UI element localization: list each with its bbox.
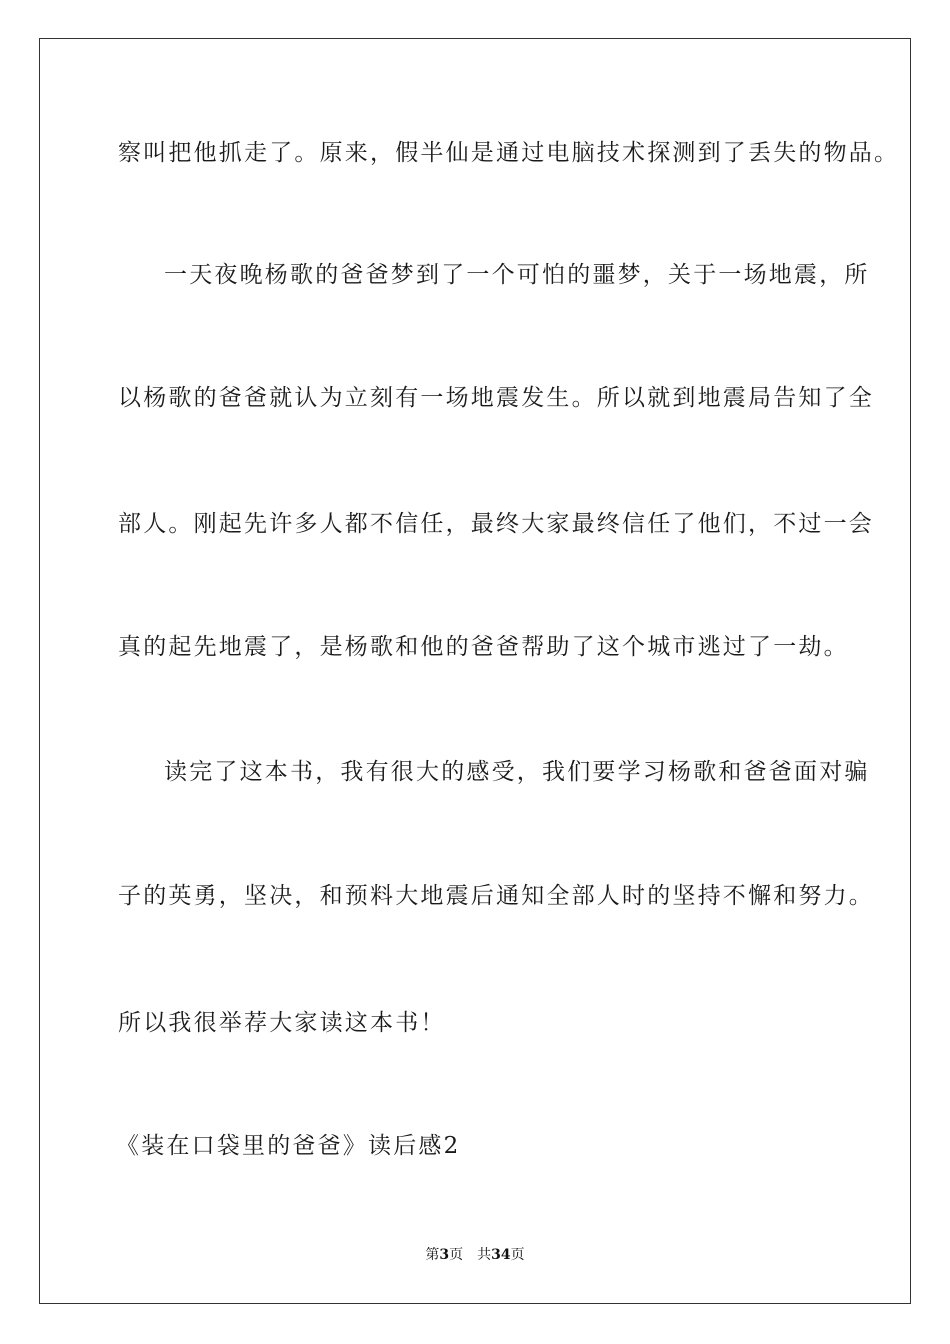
page-suffix: 页	[449, 1247, 464, 1263]
total-pages: 34	[491, 1247, 511, 1263]
page-border	[39, 38, 911, 1304]
paragraph-line: 读完了这本书，我有很大的感受，我们要学习杨歌和爸爸面对骗	[164, 759, 870, 785]
paragraph-line: 所以我很举荐大家读这本书！	[118, 1010, 446, 1036]
paragraph-line: 察叫把他抓走了。原来，假半仙是通过电脑技术探测到了丢失的物品。	[118, 140, 900, 166]
page-number: 3	[439, 1247, 450, 1263]
paragraph-line: 一天夜晚杨歌的爸爸梦到了一个可怕的噩梦，关于一场地震，所	[164, 262, 870, 288]
total-prefix: 共	[477, 1247, 492, 1263]
total-suffix: 页	[510, 1247, 525, 1263]
page-footer	[0, 1245, 950, 1265]
paragraph-line: 真的起先地震了，是杨歌和他的爸爸帮助了这个城市逃过了一劫。	[118, 634, 849, 660]
paragraph-line: 以杨歌的爸爸就认为立刻有一场地震发生。所以就到地震局告知了全	[118, 385, 874, 411]
page-prefix: 第	[425, 1247, 440, 1263]
paragraph-line: 子的英勇，坚决，和预料大地震后通知全部人时的坚持不懈和努力。	[118, 883, 874, 909]
paragraph-line: 部人。刚起先许多人都不信任，最终大家最终信任了他们，不过一会	[118, 511, 874, 537]
section-heading: 《装在口袋里的爸爸》读后感2	[116, 1133, 461, 1159]
